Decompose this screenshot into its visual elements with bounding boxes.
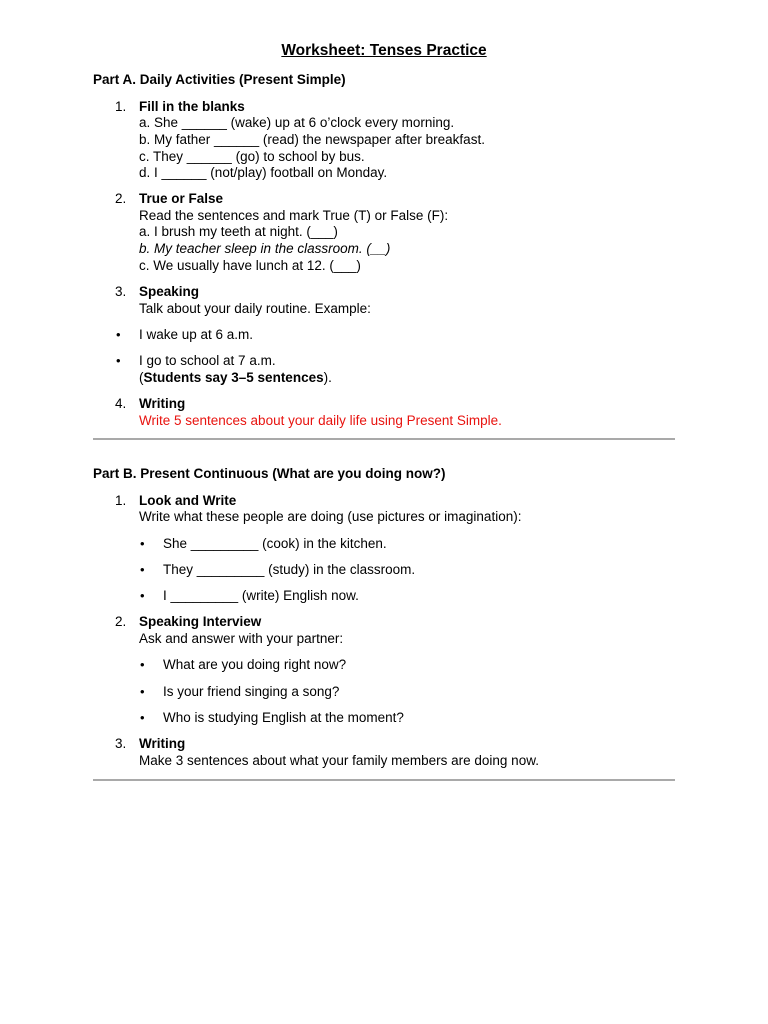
list-item: a. I brush my teeth at night. (___) [139,224,338,239]
question-title-fill-blanks: Fill in the blanks [139,99,245,114]
question-number: 2. [115,191,127,206]
list-item: I wake up at 6 a.m. [139,327,254,342]
note-bold: Students say 3–5 sentences [143,370,324,385]
list-item: a. She ______ (wake) up at 6 o’clock every morning. [139,115,455,130]
question-title-speaking-interview: Speaking Interview [139,614,262,629]
list-item: She _________ (cook) in the kitchen. [163,536,387,551]
question-instruction: Talk about your daily routine. Example: [139,301,371,316]
question-instruction: Ask and answer with your partner: [139,631,344,646]
list-item: c. They ______ (go) to school by bus. [139,149,365,164]
note-open: ( [139,370,144,385]
note-close: ). [323,370,332,385]
question-number: 3. [115,736,127,751]
list-item: b. My father ______ (read) the newspaper after breakfast. [139,132,485,147]
list-item: They _________ (study) in the classroom. [163,562,416,577]
writing-instruction: Write 5 sentences about your daily life using Present Simple. [139,413,502,428]
students-note [139,370,332,385]
question-instruction: Read the sentences and mark True (T) or False (F): [139,208,449,223]
question-title-look-write: Look and Write [139,493,237,508]
part-a-heading: Part A. Daily Activities (Present Simple) [93,72,346,87]
section-divider [93,438,675,440]
question-title-speaking: Speaking [139,284,200,299]
question-title-writing: Writing [139,396,186,411]
list-item: Is your friend singing a song? [163,684,340,699]
question-number: 2. [115,614,127,629]
part-b-heading: Part B. Present Continuous (What are you doing now?) [93,466,446,481]
list-item: b. My teacher sleep in the classroom. (__) [139,241,391,256]
list-item: What are you doing right now? [163,657,347,672]
page-title: Worksheet: Tenses Practice [281,42,487,59]
question-instruction: Write what these people are doing (use pictures or imagination): [139,509,522,524]
question-title-true-false: True or False [139,191,224,206]
bullet-icon: • [140,562,145,577]
bullet-icon: • [140,684,145,699]
list-item: c. We usually have lunch at 12. (___) [139,258,361,273]
question-number: 3. [115,284,127,299]
list-item: Who is studying English at the moment? [163,710,404,725]
section-divider [93,779,675,781]
question-number: 1. [115,493,127,508]
bullet-icon: • [140,536,145,551]
question-number: 4. [115,396,127,411]
list-item: d. I ______ (not/play) football on Monday. [139,165,388,180]
question-number: 1. [115,99,127,114]
bullet-icon: • [116,327,121,342]
list-item: I go to school at 7 a.m. [139,353,276,368]
bullet-icon: • [140,588,145,603]
question-title-writing: Writing [139,736,186,751]
list-item: I _________ (write) English now. [163,588,359,603]
question-instruction: Make 3 sentences about what your family members are doing now. [139,753,539,768]
bullet-icon: • [116,353,121,368]
bullet-icon: • [140,710,145,725]
bullet-icon: • [140,657,145,672]
